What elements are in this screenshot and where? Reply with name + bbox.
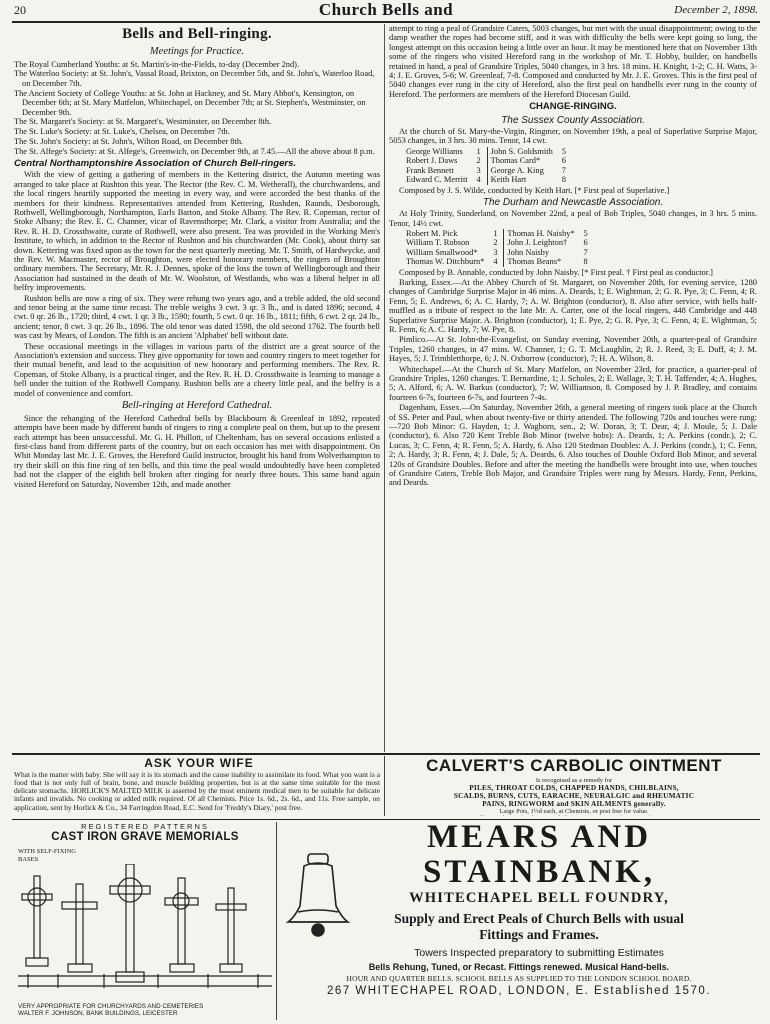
bell-number: 3 (471, 166, 488, 175)
meetings-title: Meetings for Practice. (149, 45, 245, 57)
advert-address: 267 WHITECHAPEL ROAD, LONDON, E. Established 1570. (327, 985, 711, 998)
ringer-name: William Smallwood* (406, 247, 478, 257)
ringer-name: George A. King (490, 165, 544, 175)
bell-number: 8 (583, 257, 588, 267)
advert-line: REGISTERED PATTERNS (81, 822, 209, 831)
issue-date: December 2, 1898. (674, 4, 758, 16)
page-number: 20 (14, 3, 26, 17)
masthead (14, 2, 758, 20)
bell-number: 8 (561, 175, 566, 185)
column-divider (384, 24, 385, 752)
advert-rule (12, 753, 760, 755)
peal-report: Whitechapel.—At the Church of St. Mary Matfelon, on November 23rd, for practice, a quarter-peal of Grandsire Triples, 1260 changes. T. Bernardine, 1; J. Scholes, 2; E. Wallage, 3; T. H. Taffender, 4; A. Hughes, 5; A. Alford, 6; A. W. Barkus (conductor), 7; W. Williamson, 8. Composed by J. P. Bradley, and contains fourteen 6-7s, fourteen 6-7s, and fourteen 7-4s. (389, 364, 757, 402)
advert-line: Supply and Erect Peals of Church Bells with usual (394, 911, 684, 927)
right-column (389, 24, 757, 750)
ringer-name: William T. Robson (406, 238, 470, 248)
table-row (403, 175, 572, 184)
bell-number: 6 (561, 156, 566, 166)
article-paragraph: With the view of getting a gathering of members in the Kettering district, the Autumn meeting was arranged to take place at Rushton this year. The Rector (the Rev. C. M. Wetherall), the churchwardens, and the local ringers heartily supported the meeting in every way, and were accorded the best thanks of the members for their kindness. Representatives attended from Kettering, Rushden, Raunds, Desborough, Rothwell, Wellingborough, Northampton, Earls Barton, and Stoke Albany. The Rev. R. Copeman, rector of Stoke Albany; the Rev. E. C. Channer, vicar of Ravensthorpe; Mr. Clark, a visitor from Australia; and the Rev. R. H. D. Crossthwaite, curate of Rothwell, were also present. Tea was provided in the Working Men's Institute, to which, in addition to the Rector of Rushton and his churchwarden (Mr. Cook), about thirty sat down. Kettering was fixed upon as the town for the next quarterly meeting. Mr. T. Smith, of Hardwycke, and the Rev. W. Macmaster, rector of Broughton, were elected honorary members, the ringers of Broughton ordinary members. The Secretary, Mr. R. J. Dennes, spoke of the loss the town of Wellingborough and their Association had sustained in the death of Mr. W. Woolston, of Westlands, who was a liberal helper in all belfry improvements. (14, 170, 380, 293)
meeting-item: The Waterloo Society: at St. John's, Vassal Road, Brixton, on December 5th, and St. John's, Waterloo Road, on December 7th. (14, 69, 375, 88)
ringer-name: John J. Leighton† (507, 238, 568, 248)
article-paragraph: attempt to ring a peal of Grandsire Caters, 5003 changes, but met with the usual disappointment; owing to the damp weather the ropes had become stiff, and it was with difficulty the bells were kept going so long, the longest attempt on this occasion being a little over an hour. It may be mentioned here that on November 13th some of the ringers who visited Hereford rang in the workshop of Mr. T. Hobby, builder, on handbells retained in hand, a peal of Grandsire Triples, 5040 changes, in 3 hrs. 18 mins. H. Knight, 1-2; C. H. Watts, 3-4; J. E. Groves, 5-6; W. Greenleaf, 7-8. Composed and conducted by Mr. J. E. Groves. This is the first peal of 5040 changes ever rung in the city of Hereford, also the first peal on handbells ever rung in the county of Hereford. The performers are members of the Hereford Diocesan Guild. (389, 24, 757, 99)
top-rule (12, 21, 760, 23)
ringer-name: Robert J. Daws (406, 156, 458, 166)
article-paragraph: Rushton bells are now a ring of six. They were rehung two years ago, and a treble added, the old second and tenor being at the same time recast. The treble weighs 3 cwt. 3 qr. 3 lb., and is dated 1896; second, 4 cwt. 0 qr. 26 lb., 1720; third, 4 cwt. 1 qr. 3 lb., 1590; fourth, 5 cwt. 0 qr. 16 lb., 1811; fifth, 6 cwt. 2 qr. 24 lb., ancient; tenor, 8 cwt. 3 qr. 26 lb., 1896. The old tenor was dated 1598, the old second 1762. The fourth bell was cast by Mears, of London. The fifth is an ancient 'Alphabet' bell without date. (14, 293, 380, 341)
bell-number: 2 (471, 156, 488, 165)
advert-subtitle: WHITECHAPEL BELL FOUNDRY, (409, 890, 669, 907)
bell-number: 1 (487, 229, 504, 238)
section-title: Bells and Bell-ringing. (122, 26, 272, 42)
peal-report: Dagenham, Essex.—On Saturday, November 26th, a general meeting of ringers took place at the Church of SS. Peter and Paul, when about twenty-five or thirty attended. The following 720s and touches were rung:—720 Bob Minor: G. Hayden, 1; J. Wagborn, sen., 2; W. Doran, 3; T. Dear, 4; J. Moule, 5; J. Dale (conductor), 6. Also 720 Kent Treble Bob Minor (twelve bobs): A. Deards, 1; A. Perkins (condr.), 2; C. Lucas, 3; C. Fenn, 4; R. Fenn, 5; A. Hardy, 6. Also 120 Stedman Doubles: A. J. Perkins (condr.), 1; C. Fenn, 2; A. Hardy, 3; R. Fenn, 4; J. Dale, 5; A. Deards, 6. Also touches of Double Oxford Bob Minor, and several 120s of Grandsire Doubles. Before and after the meeting the handbells were brought into use, when touches of Grandsire Caters, Treble Bob Major, and Grandsire Triples were rung by Messrs. Hardy, Fenn, Perkins, and Deards. (389, 403, 757, 488)
advert-line: HOUR AND QUARTER BELLS. SCHOOL BELLS AS SUPPLIED TO THE LONDON SCHOOL BOARD. (346, 974, 692, 984)
ringer-name: Frank Bennett (406, 165, 454, 175)
bell-number: 4 (471, 175, 488, 184)
advert-line: Is recognised as a remedy for (535, 777, 613, 784)
cross-icon (62, 884, 97, 972)
table-row (403, 238, 594, 247)
bell-number: 1 (471, 147, 488, 156)
sussex-band-table (403, 147, 572, 185)
ringer-name: Robert M. Pick (406, 228, 458, 238)
bell-number: 2 (487, 238, 504, 247)
bell-number: 5 (561, 146, 566, 156)
advert-footer (18, 1004, 203, 1018)
durham-title: The Durham and Newcastle Association. (482, 196, 664, 208)
advert-line: PAINS, RINGWORM and SKIN AILMENTS generally. (482, 799, 666, 809)
advert-line: Fittings and Frames. (479, 927, 599, 943)
peal-report: Barking, Essex.—At the Abbey Church of St. Margaret, on November 20th, for evening service, 1280 changes of Cambridge Surprise Major in 46 mins. A. Deards, 1; E. Wightman, 2; G. R. Pye, 3; C. Fenn, 4; R. Fenn, 5; E. Andrews, 6; A. C. Hardy, 7; A. W. Brighton (conductor), 8. Also after service, with bells half-muffled as a tribute of respect to the late Mr. A. Carter, one of the local ringers, 448 Cambridge and 448 Superlative Surprise Major. A. Brighton (conductor), 1; E. Pye, 2; G. R. Pye, 3; C. Fenn, 4; E. Wightman, 5; R. Fenn, 6; A. C. Hardy, 7; W. Pye, 8. (389, 277, 757, 334)
advert-line: SCALDS, BURNS, CUTS, EARACHE, NEURALGIC and RHEUMATIC (453, 791, 695, 801)
left-column (14, 24, 380, 750)
calvert-advert (390, 756, 758, 816)
railing-icon (18, 974, 272, 988)
grave-crosses-illustration (18, 864, 272, 996)
composed-line: Composed by B. Annable, conducted by John Naisby. [* First peal. † First peal as conductor.] (399, 267, 713, 277)
hereford-title: Bell-ringing at Hereford Cathedral. (121, 400, 273, 412)
ringer-name: John Naisby (507, 247, 550, 257)
sussex-title: The Sussex County Association. (501, 114, 645, 126)
advert-title: ASK YOUR WIFE (144, 756, 254, 770)
horlicks-advert (14, 756, 385, 816)
bell-number: 7 (583, 247, 588, 257)
peal-report: Pimlico.—At St. John-the-Evangelist, on Sunday evening, November 20th, a quarter-peal of Grandsire Triples, 1260 changes, in 47 mins. W. Channer, 1; G. T. McLaughlin, 2; R. J. Reed, 3; E. Duff, 4; J. M. Hayes, 5; J. Trimbletthorpe, 6; J. N. Oxborrow (conductor), 7; H. A. Wilson, 8. (389, 335, 757, 364)
bell-number: 7 (561, 165, 566, 175)
advert-line: PILES, THROAT COLDS, CHAPPED HANDS, CHILBLAINS, (469, 783, 679, 793)
table-row (403, 248, 594, 257)
mears-stainbank-advert (280, 822, 758, 1020)
advert-line: Bells Rehung, Tuned, or Recast. Fittings renewed. Musical Hand-bells. (368, 962, 670, 973)
advert-line: BASES (18, 856, 39, 863)
advert-title: CALVERT'S CARBOLIC OINTMENT (426, 756, 722, 775)
meetings-list (14, 60, 380, 157)
advert-line: Towers Inspected preparatory to submitting Estimates (414, 947, 664, 960)
table-row (403, 166, 572, 175)
bell-number: 4 (487, 257, 504, 266)
bell-number: 5 (583, 228, 588, 238)
cross-icon (216, 888, 246, 972)
bell-icon (284, 852, 352, 938)
peal-intro: At the church of St. Mary-the-Virgin, Ringmer, on November 19th, a peal of Superlative Surprise Major, 5053 changes, in 3 hrs. 30 mins. Tenor, 14 cwt. (389, 127, 757, 146)
ringer-name: Thomas Card* (490, 156, 541, 166)
change-ringing-title: CHANGE-RINGING. (529, 101, 617, 113)
ringer-name: George Williams (406, 146, 463, 156)
cross-icon (165, 878, 198, 972)
bell-number: 3 (487, 248, 504, 257)
advert-rule (12, 819, 760, 820)
bell-number: 6 (583, 238, 588, 248)
meeting-item: The St. Margaret's Society: at St. Margaret's, Westminster, on December 8th. (14, 117, 272, 127)
advert-line: Large Pots, 1½d each, at Chemists, or post free for value. (499, 808, 649, 816)
ringer-name: Keith Hart (490, 175, 527, 185)
ringer-name: Thomas W. Ditchburn* (406, 257, 485, 267)
advert-title: CAST IRON GRAVE MEMORIALS (51, 831, 239, 843)
meeting-item: The St. Luke's Society: at St. Luke's, Chelsea, on December 7th. (14, 127, 230, 137)
meeting-item: The Royal Cumberland Youths: at St. Martin's-in-the-Fields, to-day (December 2nd). (14, 59, 300, 69)
advert-text: What is the matter with baby. She will say it is its stomach and the cause inability to assimilate its food. What you want is a food that is not only full of brain, bone, and muscle building properties, but is at the same time suitable for the most delicate stomachs. HORLICK'S MALTED MILK is asserted by the most eminent medical men to be suitable for delicate infants and invalids. No cooking or added milk required. Of all Chemists. Price 1s. 6d., 2s. 6d., and 11s. Free sample, on application, sent by Horlick & Co., 34 Farringdon Road, E.C. Send for 'Freddy's Diary,' post free. (14, 770, 380, 812)
grave-memorials-advert (14, 822, 277, 1020)
ringer-name: John S. Goldsmith (490, 146, 553, 156)
article-paragraph: These occasional meetings in the villages in various parts of the district are a great source of the Association's extension and success. They give opportunity for town and country ringers to meet together for their mutual benefit, and lead to the acquisition of new honorary and performing members. The Rev. R. Copeman, of Stoke Albany, is a practical ringer, and the Rev. R. H. D. Crossthwaite is learning to manage a bell under the tuition of the Rothwell Company. Rushton bells are a cheery little peal, and the belfry is a model of convenience and comfort. (14, 341, 380, 398)
ringer-name: Thomas Beans* (507, 257, 562, 267)
ringer-name: Thomas H. Naisby* (507, 228, 575, 238)
table-row (403, 229, 594, 238)
central-association-title: Central Northamptonshire Association of Church Bell-ringers. (14, 157, 297, 169)
advert-line: WITH SELF-FIXING (18, 848, 76, 855)
ringer-name: Edward C. Merritt (406, 175, 468, 185)
advert-line: WALTER F. JOHNSON, BANK BUILDINGS, LEICESTER (18, 1010, 178, 1018)
table-row (403, 156, 572, 165)
advert-title: MEARS AND STAINBANK, (422, 822, 655, 890)
peal-intro: At Holy Trinity, Sunderland, on November 22nd, a peal of Bob Triples, 5040 changes, in 3 hrs. 5 mins. Tenor, 14½ cwt. (389, 209, 757, 228)
article-paragraph: Since the rehanging of the Hereford Cathedral bells by Blackbourn & Greenleaf in 1892, repeated attempts have been made by different bands of ringers to ring a complete peal on them, but up to the present each attempt has been unsuccessful. Mr. G. H. Phillott, of Cheltenham, has on several occasions enlisted a first-class band from different parts of the country, but on each occasion has met with disappointment. On Whit Monday last Mr. J. E. Groves, the Hereford Guild instructor, brought his band from Wolverhampton to try their skill on this fine ring of ten bells, and this time the peal would undoubtedly have been completed had not the clapper of the eighth bell broken after ringing for nearly three hours. This same band again visited Hereford on Saturday, November 12th, and made another (14, 413, 380, 489)
composed-line: Composed by J. S. Wilde, conducted by Keith Hart. [* First peal of Superlative.] (399, 185, 670, 195)
table-row (403, 147, 572, 156)
cross-icon (110, 864, 150, 982)
table-row (403, 257, 594, 266)
advert-line: VERY APPROPRIATE FOR CHURCHYARDS AND CEMETERIES (18, 1003, 204, 1011)
advert-line (390, 815, 758, 816)
meeting-item: The Ancient Society of College Youths: at St. John at Hackney, and St. Mary Abbot's, Kensington, on December 6th; at St. Mary Matfelon, Whitechapel, on December 7th; at St. Stephen's, Westminster, on December 9th. (14, 88, 366, 117)
meeting-item: The St. Alfege's Society: at St. Alfege's, Greenwich, on December 9th, at 7.45.—All the above about 8 p.m. (14, 147, 375, 157)
meeting-item: The St. John's Society: at St. John's, Wilton Road, on December 8th. (14, 137, 244, 147)
durham-band-table (403, 229, 594, 267)
running-title: Church Bells and (318, 0, 454, 19)
cross-icon (22, 876, 52, 966)
